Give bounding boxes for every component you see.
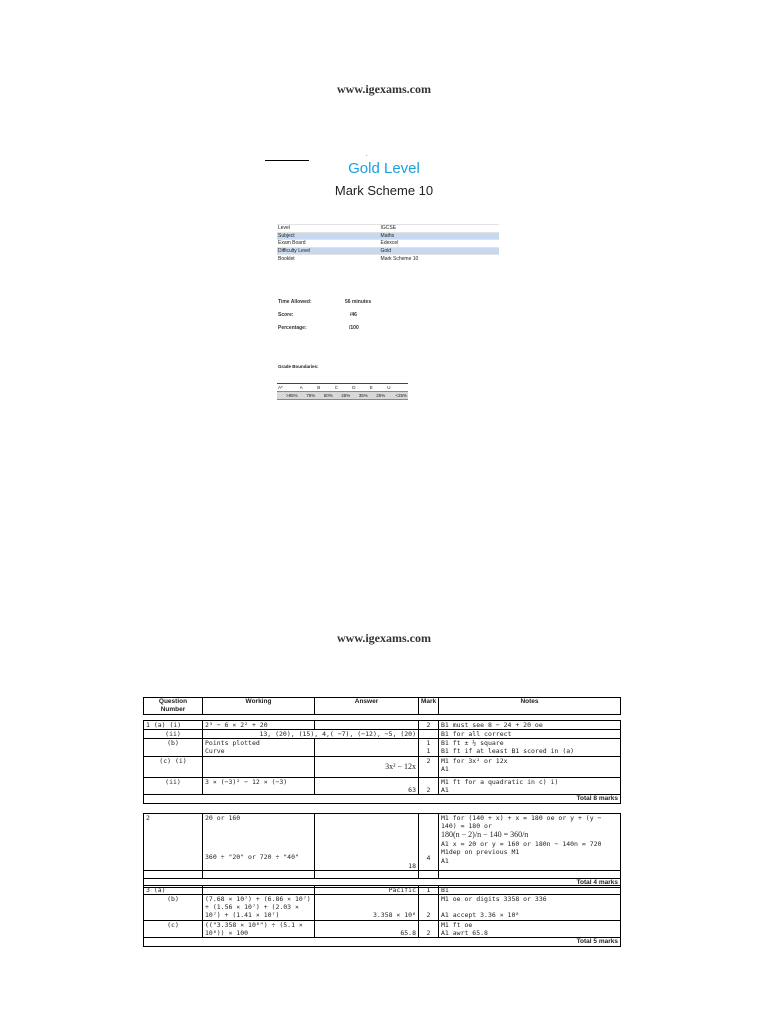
working-line: 20 or 160 [205,814,241,822]
blank [203,871,315,879]
note-line: M1 ft for a quadratic in c) i) [441,777,559,786]
mark: 2 [419,721,439,730]
question-1-table [143,720,621,804]
note-line: M1 oe or digits 3358 or 336 [441,895,547,904]
table-row [144,730,621,739]
answer: 65.8 [315,920,419,937]
working: 3 × (−3)² − 12 × (−3) [203,777,315,794]
info-row [277,255,499,263]
table-row [144,886,621,895]
info-value: Maths [380,232,499,240]
page-subtitle: Mark Scheme 10 [334,183,434,198]
mark-scheme-header [143,697,621,715]
answer: 18 [315,814,419,871]
boundary: 25% [369,392,387,400]
answer: 3.358 × 10⁸ [315,895,419,920]
grade: D [351,384,369,392]
boundary: >85% [277,392,299,400]
note-line: A1 [441,785,449,794]
note-line: A1 accept 3.36 × 10⁸ [441,911,520,920]
q-number: (c) (i) [144,756,203,777]
total-marks: Total 5 marks [144,937,621,946]
site-header-2: www.igexams.com [337,631,431,645]
q-number: (b) [144,739,203,756]
notes [439,895,621,920]
working [203,739,315,756]
mark: 2 [419,777,439,794]
info-key: Subject [277,232,380,240]
info-value: Edexcel [380,240,499,248]
score [278,312,357,318]
q-number: (c) [144,920,203,937]
info-key: Level [277,225,380,233]
page-title: Gold Level [348,160,420,177]
total-row [144,794,621,803]
blank [144,871,203,879]
blank [315,871,419,879]
q-number: 2 [144,814,203,871]
boundary: 75% [299,392,317,400]
table-row [144,739,621,756]
note-line: A1 x = 20 or y = 160 or 180n − 140n = 720 [441,840,602,849]
note-line: A1 [441,856,449,865]
time-value: 56 minutes [345,299,372,305]
score-label: Score: [278,312,294,318]
mark: 2 [419,756,439,777]
q-number: (b) [144,895,203,920]
working: 2³ − 6 × 2² + 20 [203,721,315,730]
mark: 1 [419,886,439,895]
info-key: Booklet [277,255,380,263]
boundary: 45% [334,392,352,400]
mark [419,730,439,739]
table-row [144,814,621,871]
working: (7.68 × 10⁷) + (6.86 × 10⁷) + (1.56 × 10⁷) + (2.03 × 10⁷) + (1.41 × 10⁷) [203,895,315,920]
total-row [144,937,621,946]
info-row [277,225,499,233]
mark [419,739,439,756]
mark: 2 [419,920,439,937]
working [203,886,315,895]
table-row [144,777,621,794]
question-2-table [143,813,621,888]
info-row [277,232,499,240]
answer: Pacific [315,886,419,895]
note-line: B1 ft ± ½ square [441,739,504,748]
pct-label: Percentage: [278,325,307,331]
grade: U [386,384,408,392]
col-answer: Answer [315,698,419,715]
grade-row [277,384,408,392]
working-line: Points plotted [205,739,260,748]
total-marks: Total 8 marks [144,794,621,803]
time-allowed [278,299,372,305]
blank [419,871,439,879]
info-value: Mark Scheme 10 [380,255,499,263]
info-row [277,247,499,255]
question-3-table [143,885,621,947]
percentage [278,325,359,331]
note-line: A1 awrt 65.8 [441,928,488,937]
note-line: A1 [441,764,449,773]
site-header: www.igexams.com [337,82,431,96]
table-values: 13, (20), (15), 4,( −7), (−12), −5, (20) [203,730,419,739]
col-working: Working [203,698,315,715]
notes [439,777,621,794]
info-key: Difficulty Level [277,247,380,255]
notes [439,739,621,756]
working: (("3.358 × 10⁸") ÷ (5.1 × 10⁸)) × 100 [203,920,315,937]
grade-boundaries-title: Grade Boundaries: [278,364,319,369]
mark: 2 [419,895,439,920]
table-row [144,871,621,879]
blank [439,871,621,879]
boundary: 35% [351,392,369,400]
score-value: /46 [350,312,357,318]
notes: B1 must see 8 − 24 + 20 oe [439,721,621,730]
working [203,814,315,871]
answer [315,721,419,730]
col-question: Question Number [144,698,203,715]
note-line: B1 ft if at least B1 scored in (a) [441,747,575,756]
mark-line: 1 [426,747,431,756]
table-row [144,895,621,920]
info-row [277,240,499,248]
q-number: 3 (a) [144,886,203,895]
col-notes: Notes [439,698,621,715]
notes [439,814,621,871]
notes: B1 for all correct [439,730,621,739]
boundary: <25% [386,392,408,400]
working-line: Curve [205,747,225,756]
info-table [277,224,499,262]
dot-mark: . [366,152,368,158]
note-formula: 180(n − 2)/n − 140 = 360/n [441,830,529,840]
note-line: M1dep on previous M1 [441,848,520,857]
q-number: 1 (a) (i) [144,721,203,730]
col-mark: Mark [419,698,439,715]
answer: 3x² − 12x [315,756,419,777]
notes [439,920,621,937]
grade-boundaries-table [277,383,408,400]
grade: E [369,384,387,392]
info-key: Exam Board [277,240,380,248]
boundary: 60% [316,392,334,400]
grade: C [334,384,352,392]
info-value: IGCSE [380,225,499,233]
info-value: Gold [380,247,499,255]
notes: B1 [439,886,621,895]
table-row [144,756,621,777]
grade: B [316,384,334,392]
answer [315,739,419,756]
mark: 4 [419,814,439,871]
note-line: M1 for (140 + x) + x = 180 oe or y + (y − 140) = 180 or [441,814,602,831]
table-row [144,721,621,730]
working [203,756,315,777]
q-number: (ii) [144,730,203,739]
time-label: Time Allowed: [278,299,312,305]
note-line: M1 ft oe [441,920,473,929]
grade: A [299,384,317,392]
boundary-row [277,392,408,400]
working-line: 360 ÷ "20" or 720 ÷ "40" [205,852,299,861]
notes [439,756,621,777]
table-row [144,920,621,937]
total-marks: Total 4 marks [144,879,621,888]
grade: A* [277,384,299,392]
note-line: M1 for 3x² or 12x [441,756,508,765]
answer: 63 [315,777,419,794]
q-number: (ii) [144,777,203,794]
mark-line: 1 [426,739,431,748]
pct-value: /100 [349,325,359,331]
